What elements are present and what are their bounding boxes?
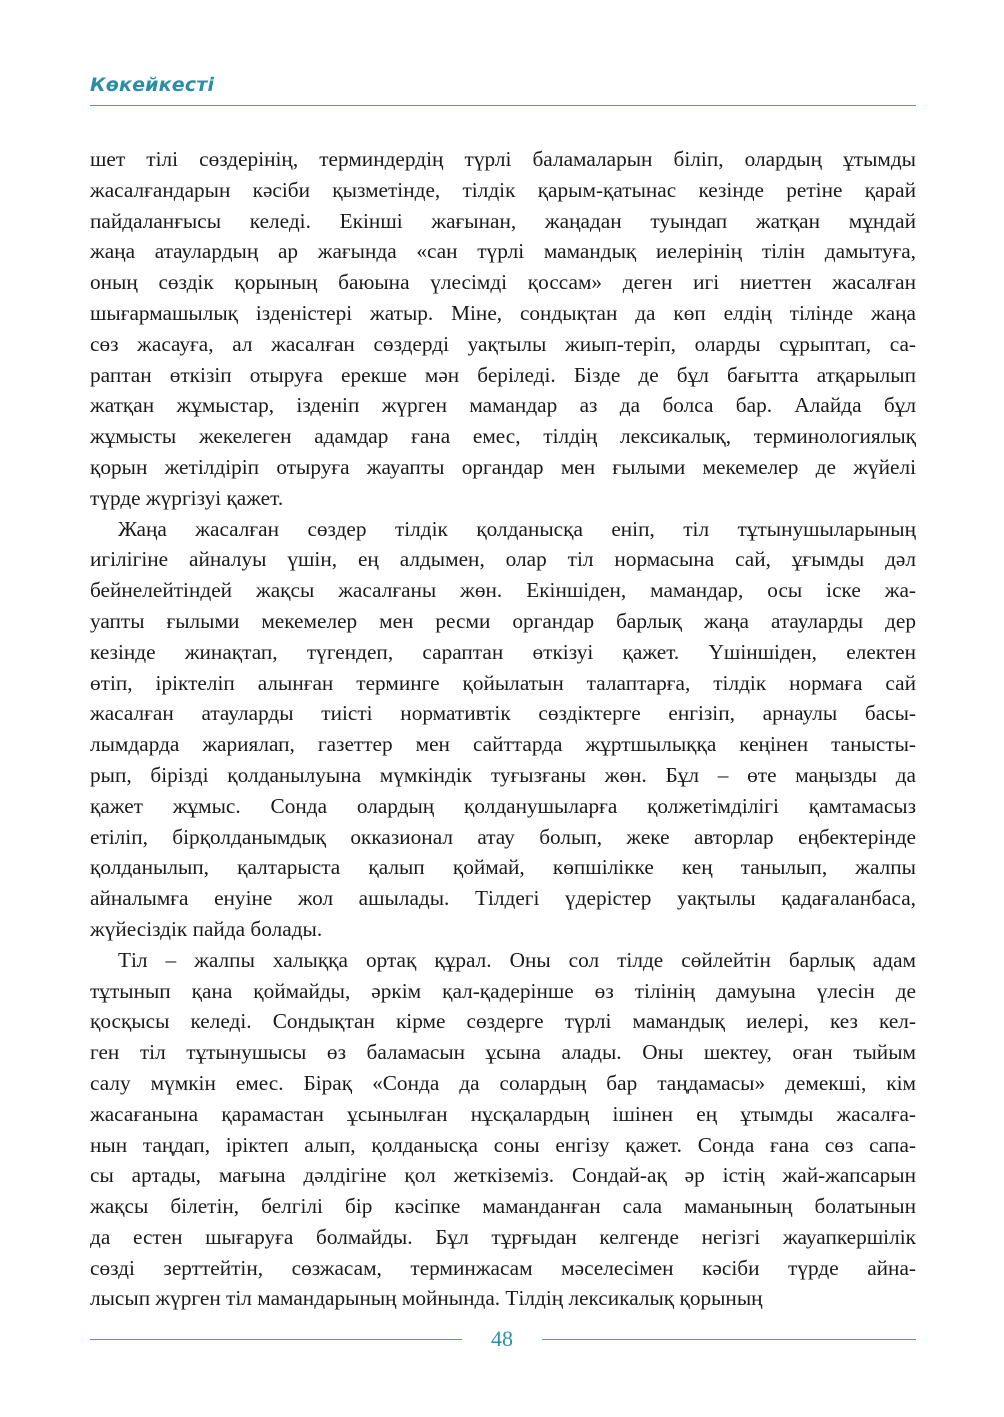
text-line: игілігіне айналуы үшін, ең алдымен, олар тіл нормасына сай, ұғымды дәл [90,547,916,572]
text-line: да естен шығаруға болмайды. Бұл тұрғыдан келгенде негізгі жауапкершілік [90,1224,916,1249]
text-line: бейнелейтіндей жақсы жасалғаны жөн. Екіншіден, мамандар, осы іске жа- [90,578,916,603]
text-line: түрде жүргізуі қажет. [90,485,284,510]
text-line: пайдаланғысы келеді. Екінші жағынан, жаңадан туындап жатқан мұндай [90,208,916,233]
text-line: жасалғандарын кәсіби қызметінде, тілдік қарым-қатынас кезінде ретіне қарай [90,177,916,202]
page-number: 48 [491,1326,513,1351]
paragraph [90,144,916,514]
text-line: кезінде жинақтап, түгендеп, сараптан өткізуі қажет. Үшіншіден, електен [90,639,916,664]
text-line: Жаңа жасалған сөздер тілдік қолданысқа еніп, тіл тұтынушыларының [118,516,916,541]
paragraph [90,945,916,1315]
text-line: Тіл – жалпы халыққа ортақ құрал. Оны сол тілде сөйлейтін барлық адам [118,947,916,972]
text-line: қолданылып, қалтарыста қалып қоймай, көпшілікке кең танылып, жалпы [90,855,916,880]
text-line: шығармашылық ізденістері жатыр. Міне, сондықтан да көп елдің тілінде жаңа [90,300,916,325]
text-line: лымдарда жариялап, газеттер мен сайттарда жұртшылыққа кеңінен танысты- [90,732,916,757]
text-line: лысып жүрген тіл мамандарының мойнында. Тілдің лексикалық қорының [90,1286,763,1311]
text-line: сы артады, мағына дәлдігіне қол жеткіземіз. Сондай-ақ әр істің жай-жапсарын [90,1163,916,1188]
text-line: сөз жасауға, ал жасалған сөздерді уақтылы жиып-теріп, оларды сұрыптап, са- [90,331,916,356]
running-header-title: Көкейкесті [90,74,215,96]
text-line: шет тілі сөздерінің, терминдердің түрлі баламаларын біліп, олардың ұтымды [90,147,916,171]
footer-divider-left [90,1339,462,1340]
text-line: өтіп, іріктеліп алынған терминге қойылатын талаптарға, тілдік нормаға сай [90,670,916,695]
text-line: жұмысты жекелеген адамдар ғана емес, тілдің лексикалық, терминологиялық [90,424,916,449]
header-divider [90,105,916,106]
text-line: нын таңдап, іріктеп алып, қолданысқа соны енгізу қажет. Сонда ғана сөз сапа- [90,1132,916,1157]
footer-divider-right [542,1339,916,1340]
text-line: қосқысы келеді. Сондықтан кірме сөздерге түрлі мамандық иелері, кез кел- [90,1009,916,1034]
text-line: сөзді зерттейтін, сөзжасам, терминжасам мәселесімен кәсіби түрде айна- [90,1255,916,1280]
text-line: ген тіл тұтынушысы өз баламасын ұсына алады. Оны шектеу, оған тыйым [90,1040,916,1065]
text-line: тұтынып қана қоймайды, әркім қал-қадерінше өз тілінің дамуына үлесін де [90,978,916,1003]
text-line: уапты ғылыми мекемелер мен ресми органдар барлық жаңа атауларды дер [90,608,916,633]
text-line: раптан өткізіп отыруға ерекше мән беріледі. Бізде де бұл бағытта атқарылып [90,362,916,387]
text-line: рып, бірізді қолданылуына мүмкіндік туғызғаны жөн. Бұл – өте маңызды да [90,762,916,787]
text-line: етіліп, бірқолданымдық окказионал атау болып, жеке авторлар еңбектерінде [90,824,916,849]
text-line: жаңа атаулардың ар жағында «сан түрлі мамандық иелерінің тілін дамытуға, [90,239,916,264]
text-line: қажет жұмыс. Сонда олардың қолданушыларға қолжетімділігі қамтамасыз [90,793,916,818]
text-line: оның сөздік қорының баюына үлесімді қоссам» деген игі ниеттен жасалған [90,270,916,295]
text-line: қорын жетілдіріп отыруға жауапты органдар мен ғылыми мекемелер де жүйелі [90,454,916,479]
text-line: айналымға енуіне жол ашылады. Тілдегі үдерістер уақтылы қадағаланбаса, [90,886,916,911]
text-line: жүйесіздік пайда болады. [90,916,323,941]
text-line: жасағанына қарамастан ұсынылған нұсқалардың ішінен ең ұтымды жасалға- [90,1101,916,1126]
text-line: жатқан жұмыстар, ізденіп жүрген мамандар аз да болса бар. Алайда бұл [90,393,916,418]
body-text [90,144,916,1314]
paragraph [90,514,916,945]
text-line: жақсы білетін, белгілі бір кәсіпке маманданған сала маманының болатынын [90,1194,916,1219]
text-line: салу мүмкін емес. Бірақ «Сонда да солардың бар таңдамасы» демекші, кім [90,1070,916,1095]
text-line: жасалған атауларды тиісті нормативтік сөздіктерге енгізіп, арнаулы басы- [90,701,916,726]
